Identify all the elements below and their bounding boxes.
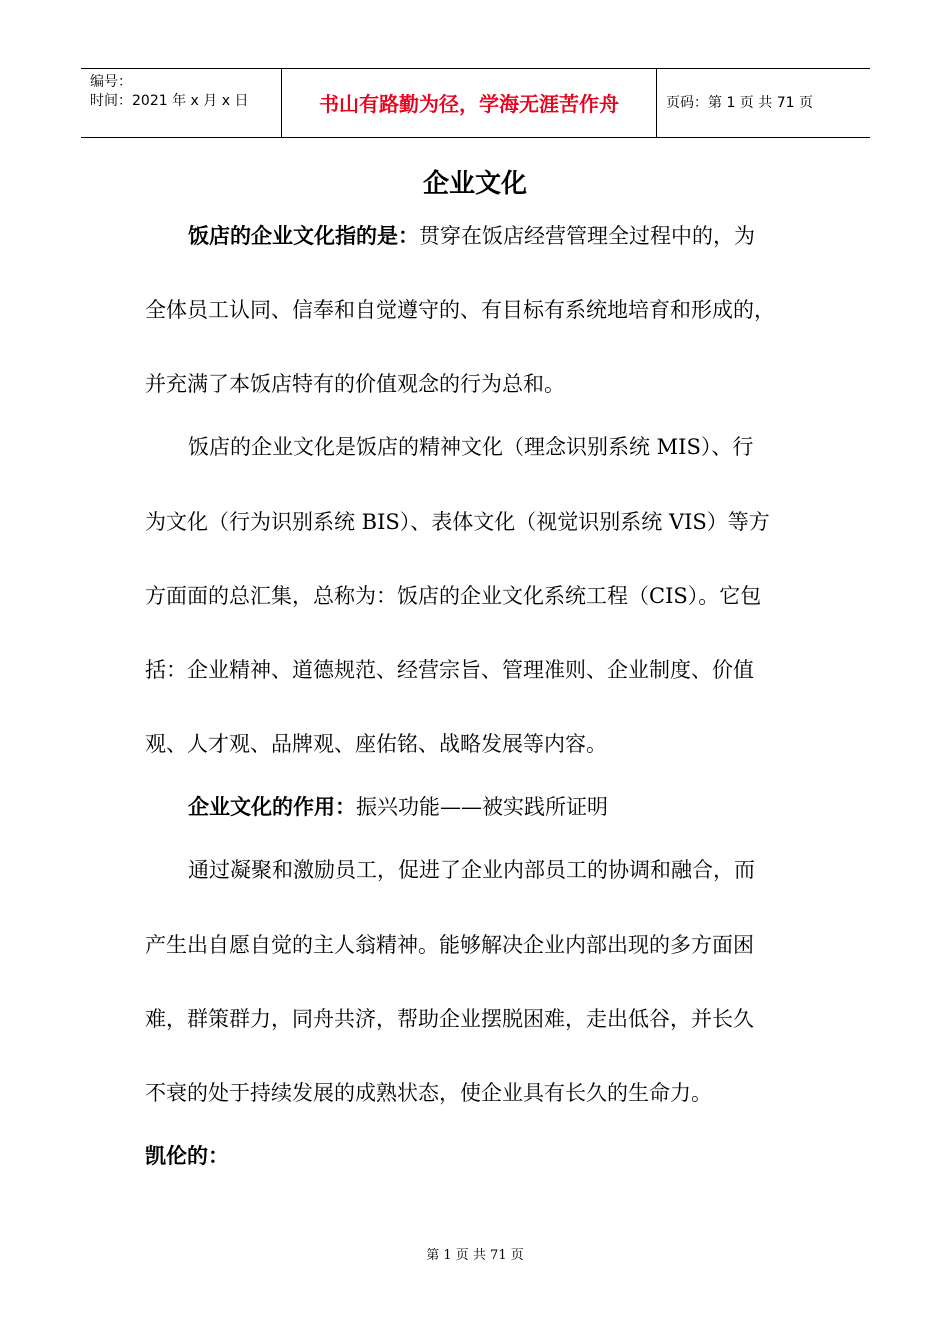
- header-motto-cell: [281, 69, 657, 137]
- paragraph-4-line-2: 产生出自愿自觉的主人翁精神。能够解决企业内部出现的多方面困: [145, 933, 754, 957]
- paragraph-2-line-2: 为文化（行为识别系统 BIS）、表体文化（视觉识别系统 VIS）等方: [145, 510, 770, 534]
- page-footer: 第 1 页 共 71 页: [426, 1248, 524, 1263]
- paragraph-2-line-3: 方面面的总汇集，总称为：饭店的企业文化系统工程（CIS）。它包: [145, 584, 762, 608]
- paragraph-1-line-3: 并充满了本饭店特有的价值观念的行为总和。: [145, 372, 565, 396]
- header-page-cell: [656, 69, 870, 137]
- paragraph-2-line-5: 观、人才观、品牌观、座佑铭、战略发展等内容。: [145, 732, 607, 756]
- header-date-line: 时间：2021 年 x 月 x 日: [90, 93, 249, 109]
- header-number-label: 编号：: [90, 74, 132, 90]
- page-title: 企业文化: [422, 169, 527, 199]
- header-page-info: 页码：第 1 页 共 71 页: [666, 95, 813, 111]
- paragraph-4-line-4: 不衰的处于持续发展的成熟状态，使企业具有长久的生命力。: [145, 1081, 712, 1105]
- header-motto: 书山有路勤为径，学海无涯苦作舟: [319, 92, 619, 116]
- paragraph-1-line-2: 全体员工认同、信奉和自觉遵守的、有目标有系统地培育和形成的，: [145, 298, 775, 322]
- paragraph-1-line-1: [188, 221, 755, 251]
- section-heading-kellen: 凯伦的：: [145, 1144, 229, 1168]
- paragraph-2-line-1: 饭店的企业文化是饭店的精神文化（理念识别系统 MIS）、行: [188, 435, 754, 459]
- paragraph-2-line-4: 括：企业精神、道德规范、经营宗旨、管理准则、企业制度、价值: [145, 658, 754, 682]
- paragraph-3-line-1: [188, 792, 608, 822]
- paragraph-4-line-3: 难，群策群力，同舟共济，帮助企业摆脱困难，走出低谷，并长久: [145, 1007, 754, 1031]
- paragraph-3-lead: 企业文化的作用：: [188, 795, 356, 819]
- paragraph-4-line-1: 通过凝聚和激励员工，促进了企业内部员工的协调和融合，而: [188, 858, 755, 882]
- paragraph-3-text: 振兴功能——被实践所证明: [356, 795, 608, 819]
- header-meta-cell: [81, 69, 281, 137]
- document-header: [81, 68, 870, 138]
- paragraph-1-lead: 饭店的企业文化指的是：: [188, 224, 419, 248]
- paragraph-1-text: 贯穿在饭店经营管理全过程中的，为: [419, 224, 755, 248]
